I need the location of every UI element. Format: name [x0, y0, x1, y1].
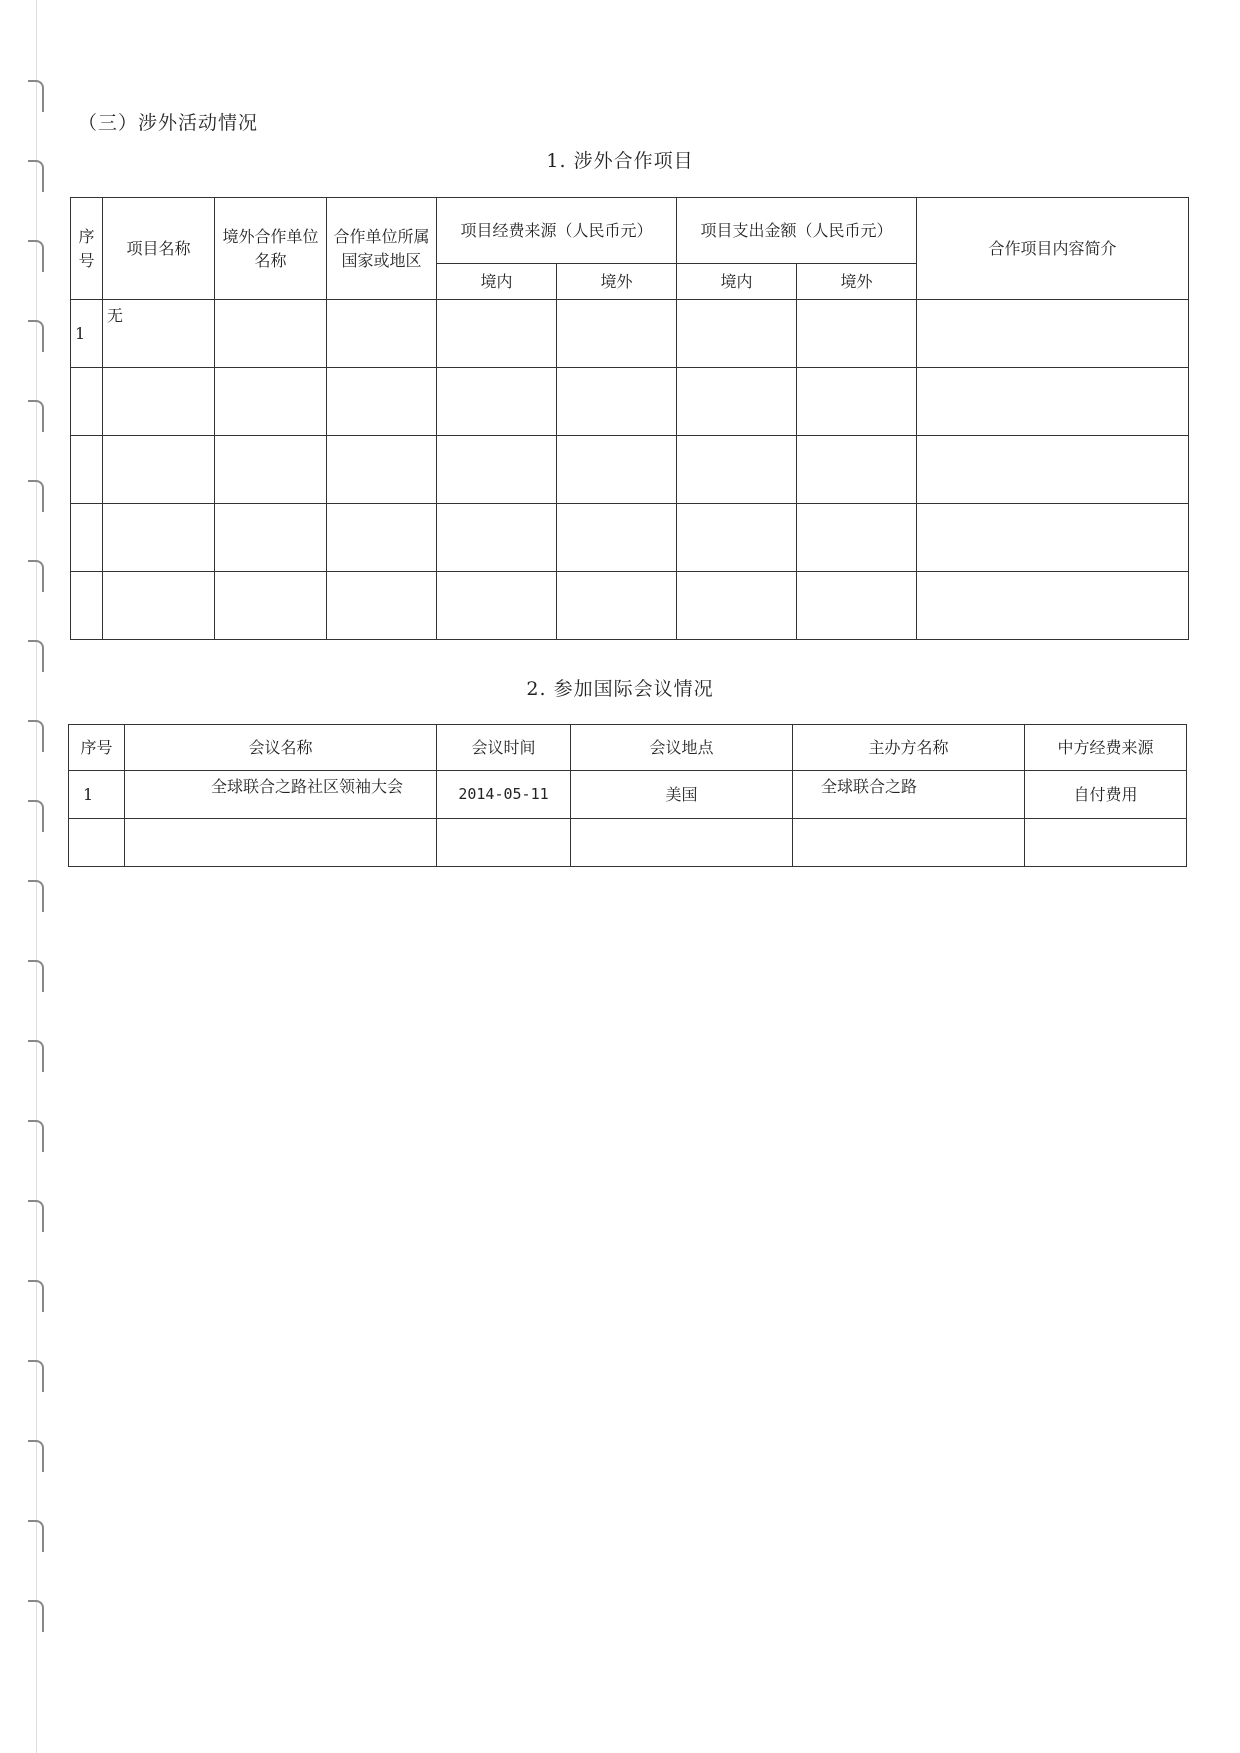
header-seq: 序号 [69, 725, 125, 771]
cell-funding: 自付费用 [1025, 771, 1187, 819]
table-row [71, 436, 1189, 504]
punch-hole-mark [28, 1200, 44, 1232]
table-row [69, 771, 1187, 819]
punch-hole-mark [28, 1120, 44, 1152]
header-foreign-unit: 境外合作单位名称 [215, 198, 327, 300]
table-row [71, 300, 1189, 368]
punch-hole-mark [28, 1280, 44, 1312]
header-expense-domestic: 境内 [677, 264, 797, 300]
header-country: 合作单位所属国家或地区 [327, 198, 437, 300]
punch-hole-mark [28, 1360, 44, 1392]
cell-funding-foreign [557, 300, 677, 368]
cooperation-title: 1. 涉外合作项目 [546, 150, 694, 172]
punch-hole-mark [28, 960, 44, 992]
header-funding-domestic: 境内 [437, 264, 557, 300]
header-conference-place: 会议地点 [571, 725, 793, 771]
cell-seq: 1 [69, 771, 125, 819]
punch-hole-mark [28, 1440, 44, 1472]
header-seq: 序号 [71, 198, 103, 300]
punch-hole-mark [28, 80, 44, 112]
punch-hole-mark [28, 240, 44, 272]
punch-hole-mark [28, 1040, 44, 1072]
punch-hole-mark [28, 560, 44, 592]
cooperation-header-row [71, 198, 1189, 264]
section-title: （三）涉外活动情况 [78, 112, 259, 134]
punch-hole-mark [28, 880, 44, 912]
cell-funding-domestic [437, 300, 557, 368]
header-expense-foreign: 境外 [797, 264, 917, 300]
header-conference-time: 会议时间 [437, 725, 571, 771]
cell-conference-name: 全球联合之路社区领袖大会 [125, 771, 437, 819]
punch-hole-mark [28, 1600, 44, 1632]
cell-expense-foreign [797, 300, 917, 368]
cell-foreign-unit [215, 300, 327, 368]
punch-hole-mark [28, 160, 44, 192]
table-row [71, 572, 1189, 640]
punch-hole-mark [28, 800, 44, 832]
header-host: 主办方名称 [793, 725, 1025, 771]
cell-conference-time: 2014-05-11 [437, 771, 571, 819]
cell-host: 全球联合之路 [793, 771, 1025, 819]
punch-hole-mark [28, 640, 44, 672]
table-row [71, 504, 1189, 572]
cooperation-table [70, 197, 1189, 640]
punch-hole-mark [28, 400, 44, 432]
conferences-table [68, 724, 1187, 867]
punch-hole-mark [28, 480, 44, 512]
cell-seq: 1 [71, 300, 103, 368]
cell-conference-place: 美国 [571, 771, 793, 819]
conferences-header-row [69, 725, 1187, 771]
conferences-title: 2. 参加国际会议情况 [526, 678, 714, 700]
table-row [71, 368, 1189, 436]
punch-hole-mark [28, 1520, 44, 1552]
cell-project-name: 无 [103, 300, 215, 368]
header-project-name: 项目名称 [103, 198, 215, 300]
header-conference-name: 会议名称 [125, 725, 437, 771]
punch-hole-mark [28, 320, 44, 352]
header-funding-foreign: 境外 [557, 264, 677, 300]
cell-expense-domestic [677, 300, 797, 368]
cell-summary [917, 300, 1189, 368]
punch-hole-mark [28, 720, 44, 752]
table-row [69, 819, 1187, 867]
header-summary: 合作项目内容简介 [917, 198, 1189, 300]
cell-country [327, 300, 437, 368]
header-funding: 中方经费来源 [1025, 725, 1187, 771]
header-expense: 项目支出金额（人民币元） [677, 198, 917, 264]
header-funding-source: 项目经费来源（人民币元） [437, 198, 677, 264]
